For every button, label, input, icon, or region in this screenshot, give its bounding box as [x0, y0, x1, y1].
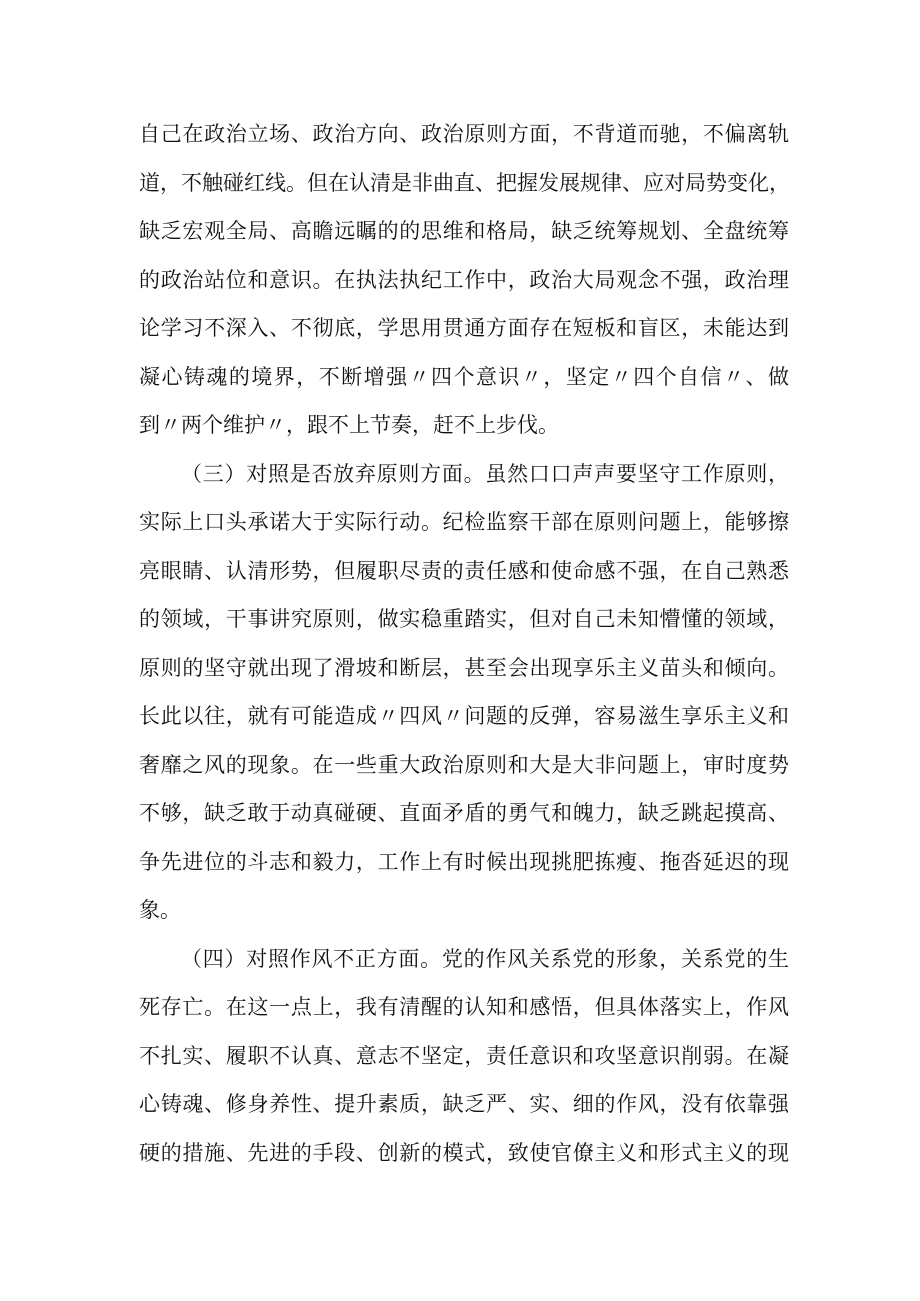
text-line: 不够，缺乏敢于动真碰硬、直面矛盾的勇气和魄力，缺乏跳起摸高、: [139, 801, 789, 825]
document-body: [139, 110, 789, 1177]
text-line: 心铸魂、修身养性、提升素质，缺乏严、实、细的作风，没有依靠强: [139, 1092, 789, 1116]
text-line: 凝心铸魂的境界，不断增强〃四个意识〃，坚定〃四个自信〃、做: [139, 364, 789, 389]
text-line: 自己在政治立场、政治方向、政治原则方面，不背道而驰，不偏离轨: [139, 122, 789, 146]
text-line: 缺乏宏观全局、高瞻远瞩的的思维和格局，缺乏统筹规划、全盘统筹: [139, 219, 789, 243]
text-line: 原则的坚守就出现了滑坡和断层，甚至会出现享乐主义苗头和倾向。: [139, 655, 789, 680]
text-line: 象。: [139, 898, 181, 922]
text-line: 到〃两个维护〃，跟不上节奏，赶不上步伐。: [139, 413, 559, 437]
text-line: 的政治站位和意识。在执法执纪工作中，政治大局观念不强，政治理: [139, 267, 789, 292]
text-line: 实际上口头承诺大于实际行动。纪检监察干部在原则问题上，能够擦: [139, 510, 789, 534]
text-line: 奢靡之风的现象。在一些重大政治原则和大是大非问题上，审时度势: [139, 752, 789, 777]
text-line: 论学习不深入、不彻底，学思用贯通方面存在短板和盲区，未能达到: [139, 316, 789, 340]
text-line: 死存亡。在这一点上，我有清醒的认知和感悟，但具体落实上，作风: [139, 995, 789, 1019]
text-line: 争先进位的斗志和毅力，工作上有时候出现挑肥拣瘦、拖沓延迟的现: [139, 849, 789, 874]
text-line: 的领域，干事讲究原则，做实稳重踏实，但对自己未知懵懂的领域，: [139, 607, 789, 631]
text-line: 长此以往，就有可能造成〃四风〃问题的反弹，容易滋生享乐主义和: [139, 704, 789, 728]
text-line: 道，不触碰红线。但在认清是非曲直、把握发展规律、应对局势变化，: [139, 170, 790, 195]
paragraph-heading-line: （四）对照作风不正方面。党的作风关系党的形象，关系党的生: [181, 946, 789, 971]
text-line: 硬的措施、先进的手段、创新的模式，致使官僚主义和形式主义的现: [139, 1140, 789, 1165]
text-line: 亮眼睛、认清形势，但履职尽责的责任感和使命感不强，在自己熟悉: [139, 558, 789, 583]
text-line: 不扎实、履职不认真、意志不坚定，责任意识和攻坚意识削弱。在凝: [139, 1043, 789, 1068]
paragraph-heading-line: （三）对照是否放弃原则方面。虽然口口声声要坚守工作原则，: [181, 461, 789, 486]
